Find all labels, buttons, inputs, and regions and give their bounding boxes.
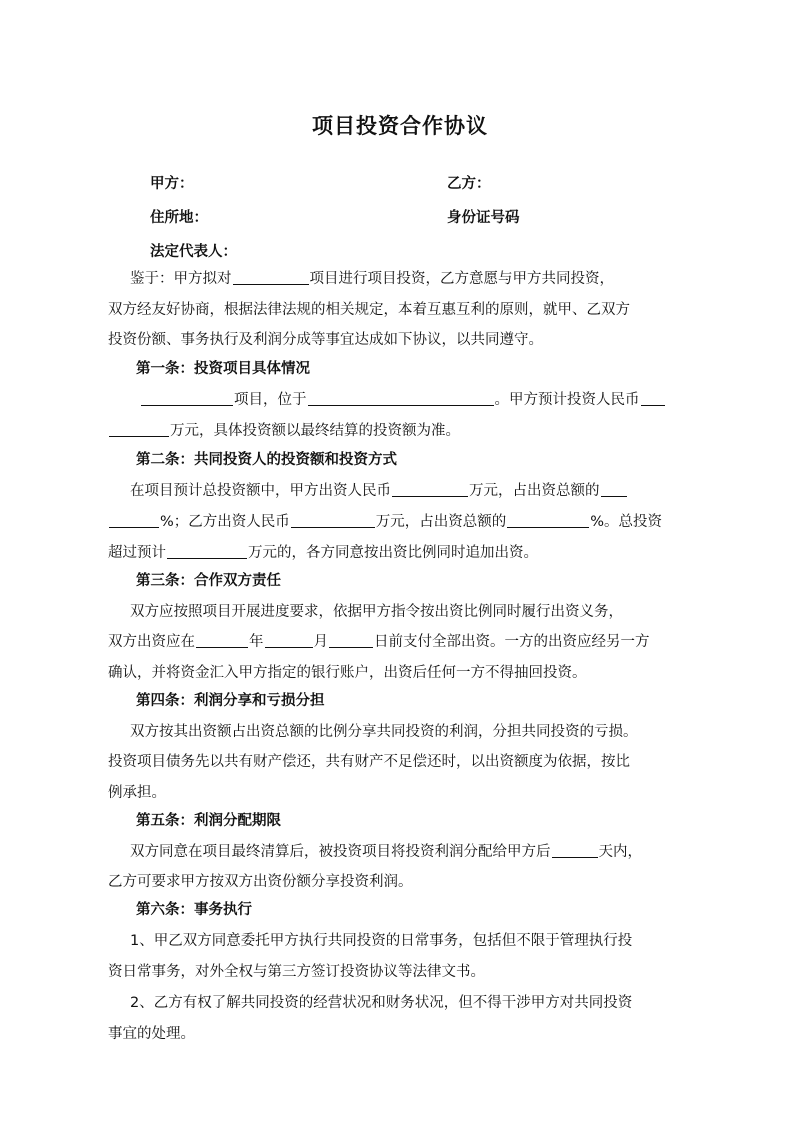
article-2-text: 在项目预计总投资额中，甲方出资人民币 (130, 483, 391, 499)
month-blank[interactable] (265, 631, 313, 648)
article-3-text: 月 (313, 634, 328, 650)
id-number-label: 身份证号码 (447, 210, 520, 226)
article-2-text: 万元的，各方同意按出资比例同时追加出资。 (248, 545, 538, 561)
article-2-line-2 (108, 507, 698, 537)
article-6-item-2-line-1: 2、乙方有权了解共同投资的经营状况和财务状况，但不得干涉甲方对共同投资 (130, 995, 633, 1011)
article-1-line-1 (140, 385, 698, 415)
excess-amount-blank[interactable] (167, 542, 247, 559)
article-1-text: 万元，具体投资额以最终结算的投资额为准。 (170, 423, 460, 439)
article-6-item-1-line-2: 资日常事务，对外全权与第三方签订投资协议等法律文书。 (108, 964, 485, 980)
article-6-item-1-line-1: 1、甲乙双方同意委托甲方执行共同投资的日常事务，包括但不限于管理执行投 (130, 933, 633, 949)
party-b-ratio-blank[interactable] (507, 511, 589, 528)
party-a-ratio-blank[interactable] (601, 480, 627, 497)
article-6-heading: 第六条：事务执行 (136, 902, 252, 918)
article-3-line-3: 确认，并将资金汇入甲方指定的银行账户，出资后任何一方不得抽回投资。 (108, 665, 587, 681)
article-4-line-1: 双方按其出资额占出资总额的比例分享共同投资的利润，分担共同投资的亏损。 (130, 724, 638, 740)
article-2-line-1 (130, 476, 698, 506)
project-name-blank[interactable] (233, 268, 309, 285)
party-b-label: 乙方： (447, 176, 491, 192)
article-5-line-2: 乙方可要求甲方按双方出资份额分享投资利润。 (108, 874, 413, 890)
party-a-label: 甲方： (150, 176, 194, 192)
preamble-line-1 (130, 264, 698, 294)
article-1-line-2 (108, 416, 698, 446)
article-3-line-2 (108, 627, 698, 657)
party-a-amount-blank[interactable] (392, 480, 468, 497)
article-4-heading: 第四条：利润分享和亏损分担 (136, 693, 325, 709)
project-blank[interactable] (141, 389, 233, 406)
location-blank[interactable] (308, 389, 494, 406)
preamble-line-3: 投资份额、事务执行及利润分成等事宜达成如下协议，以共同遵守。 (108, 332, 543, 348)
party-a-ratio-blank-cont[interactable] (109, 511, 159, 528)
article-5-heading: 第五条：利润分配期限 (136, 813, 281, 829)
article-2-line-3 (108, 538, 698, 568)
article-2-text: %；乙方出资人民币 (160, 514, 290, 530)
article-4-line-3: 例承担。 (108, 785, 166, 801)
document-title: 项目投资合作协议 (312, 114, 488, 138)
days-blank[interactable] (552, 841, 598, 858)
article-5-line-1 (130, 837, 698, 867)
legal-rep-label: 法定代表人： (150, 244, 237, 260)
article-3-heading: 第三条：合作双方责任 (136, 573, 281, 589)
article-2-text: 超过预计 (108, 545, 166, 561)
article-2-text: 万元，占出资总额的 (375, 514, 507, 530)
amount-blank-cont[interactable] (109, 420, 169, 437)
article-6-item-2-line-2: 事宜的处理。 (108, 1026, 195, 1042)
article-2-text: 万元，占出资总额的 (469, 483, 600, 499)
party-b-amount-blank[interactable] (291, 511, 375, 528)
year-blank[interactable] (196, 631, 248, 648)
article-5-text: 天内， (598, 844, 642, 860)
article-2-text: %。总投资 (590, 514, 663, 530)
preamble-text: 鉴于：甲方拟对 (130, 271, 232, 287)
article-3-text: 日前支付全部出资。一方的出资应经另一方 (374, 634, 650, 650)
preamble-line-2: 双方经友好协商，根据法律法规的相关规定，本着互惠互利的原则，就甲、乙双方 (108, 302, 630, 318)
article-3-text: 双方出资应在 (108, 634, 195, 650)
article-4-line-2: 投资项目债务先以共有财产偿还，共有财产不足偿还时，以出资额度为依据，按比 (108, 754, 630, 770)
article-3-text: 年 (249, 634, 264, 650)
preamble-text: 项目进行项目投资，乙方意愿与甲方共同投资， (309, 271, 614, 287)
article-1-heading: 第一条：投资项目具体情况 (136, 361, 310, 377)
day-blank[interactable] (329, 631, 373, 648)
article-2-heading: 第二条：共同投资人的投资额和投资方式 (136, 452, 397, 468)
article-3-line-1: 双方应按照项目开展进度要求，依据甲方指令按出资比例同时履行出资义务， (130, 604, 623, 620)
address-label: 住所地： (150, 210, 208, 226)
article-1-text: 项目，位于 (234, 392, 307, 408)
article-5-text: 双方同意在项目最终清算后，被投资项目将投资利润分配给甲方后 (130, 844, 551, 860)
amount-blank[interactable] (641, 389, 665, 406)
article-1-text: 。甲方预计投资人民币 (494, 392, 640, 408)
